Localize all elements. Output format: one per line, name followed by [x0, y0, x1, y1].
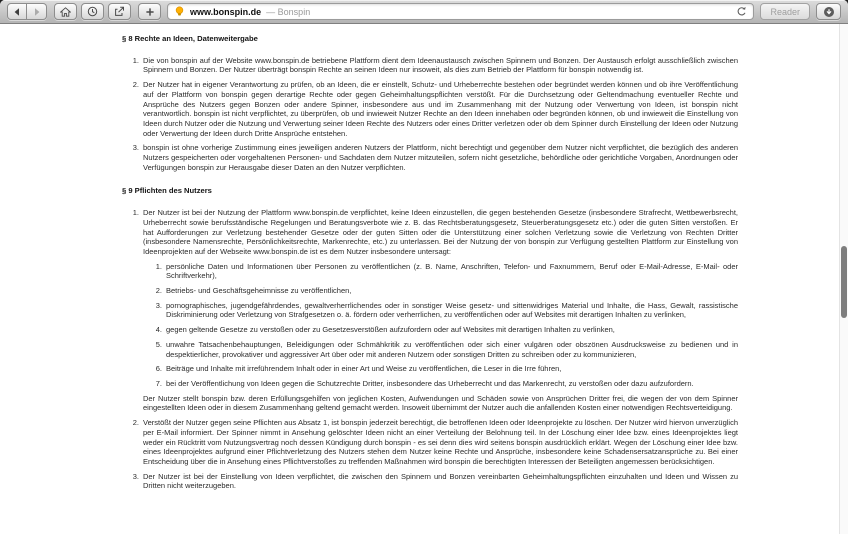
home-icon: [60, 7, 71, 17]
section-8-heading: § 8 Rechte an Ideen, Datenweitergabe: [122, 34, 258, 43]
list-item: 2. Der Nutzer hat in eigener Verantwortung zu prüfen, ob an Ideen, die er einstellt, Schutz- und Urheberrechte bestehen oder begründet werden können und ob ihre Veröffentlichung auf der Plattform von bonspin gegen derartige Rechte oder gegen Geheimhaltungspflichten verstößt. Für die Durchsetzung oder Geltendmachung eventueller Rechte und Ansprüche des Nutzers gegen Bonzen oder andere Spinner, insbesondere aus und im Zusammenhang mit der Nutzung oder Verwertung von Ideen, ist bonspin nicht verantwortlich. bonspin ist nicht verpflichtet, zu überprüfen, ob und inwieweit Nutzer Rechte an den Ideen innehaben oder begründen können, ob und inwieweit die Einstellung von Ideen durch Nutzer oder die Nutzung und Verwertung seiner Ideen Rechte des Nutzers oder eines Dritter verletzen oder ob dem Spinner durch Einstellung der Ideen oder Nutzung oder Verwertung der Ideen durch Dritte Ansprüche entstehen.: [132, 80, 738, 138]
page-viewport: [0, 24, 848, 534]
page-title-text: — Bonspin: [266, 6, 311, 17]
share-icon: [114, 6, 125, 17]
list-item: 3. pornographisches, jugendgefährdendes, gewaltverherrlichendes oder in sonstiger Weise gesetz- und sittenwidriges Material und Inhalte, die Hass, Gewalt, rassistische Diskriminierung oder Verletzung von Strafgesetzen o. ä. fördern oder verherrlichen, zu veröffentlichen oder auf Websites mit derartigen Inhalten zu verlinken,: [155, 300, 738, 320]
list-item: 3. Der Nutzer ist bei der Einstellung von Ideen verpflichtet, die zwischen den Spinnern und Bonzen vereinbarten Geheimhaltungspflichten einzuhalten und Ideen und Wissen zu Dritten nicht weiterzugeben.: [132, 471, 738, 491]
indemnity-paragraph: Der Nutzer stellt bonspin bzw. deren Erfüllungsgehilfen von jeglichen Kosten, Aufwendungen und Schäden sowie von Ansprüchen Dritter frei, die wegen der von dem Spinner eingestellten Ideen oder in diesem Zusammenhang geltend gemacht werden. Insoweit übernimmt der Nutzer auch die anfallenden Kosten einer notwendigen Rechtsverteidigung.: [143, 393, 738, 413]
list-item: 6. Beiträge und Inhalte mit irreführendem Inhalt oder in einer Art und Weise zu veröffentlichen, die Leser in die Irre führen,: [155, 364, 562, 374]
list-item: 7. bei der Veröffentlichung von Ideen gegen die Schutzrechte Dritter, insbesondere das Urheberrecht und das Markenrecht, zu verstoßen oder dazu aufzufordern.: [155, 378, 694, 388]
share-button[interactable]: [108, 3, 131, 20]
list-item: 2. Betriebs- und Geschäftsgeheimnisse zu veröffentlichen,: [155, 286, 352, 296]
history-button[interactable]: [81, 3, 104, 20]
reader-button[interactable]: Reader: [760, 3, 810, 20]
url-text: www.bonspin.de: [190, 6, 262, 17]
terms-document: [122, 24, 738, 491]
list-item: 2. Verstößt der Nutzer gegen seine Pflichten aus Absatz 1, ist bonspin jederzeit berechtigt, die betroffenen Ideen oder Ideenprojekte zu löschen. Der Nutzer wird hiervon unverzüglich per E-Mail informiert. Der Spinner nimmt in Ansehung gelöschter Ideen nicht an einer Verteilung der Belohnung teil. In der Löschung einer Idee bzw. eines Ideenprojektes liegt weder ein Rücktritt vom Nutzungsvertrag noch dessen Kündigung durch bonspin - es sei denn dies wird seitens bonspin ausdrücklich erklärt. Wegen der Löschung einer Idee bzw. eines Ideenprojektes aufgrund einer Pflichtverletzung des Nutzers stehen dem Nutzer keine Rechte und Ansprüche, insbesondere keine Schadensersatzansprüche zu. Bei einer Entscheidung über die in Ansehung eines Pflichtverstoßes zu treffenden Maßnahmen wird bonspin die berechtigten Interessen der Beteiligten angemessen berücksichtigen.: [132, 418, 738, 466]
download-circle-icon: [823, 6, 835, 18]
scrollbar-track[interactable]: [839, 24, 848, 534]
forward-button[interactable]: [27, 3, 47, 20]
back-arrow-icon: [12, 7, 22, 17]
section-9-heading: § 9 Pflichten des Nutzers: [122, 186, 212, 196]
list-item: 1. Der Nutzer ist bei der Nutzung der Plattform www.bonspin.de verpflichtet, keine Ideen einzustellen, die gegen bestehenden Gesetze (insbesondere Strafrecht, Wettbewerbsrecht, Urheberrecht sowie berufsständische Regelungen und Beratungsverbote wie z. B. das Rechtsberatungsgesetz, Steuerberatungsgesetz etc.) oder die guten Sitten verstoßen. Er hat Aufforderungen zur Verletzung bestehender Gesetze oder der guten Sitten oder die Unterstützung einer solchen Verletzung sowie die Verletzung von Rechten Dritter (insbesondere Namensrechte, Persönlichkeitsrechte, Markenrechte, etc.) zu unterlassen. Bei der Nutzung der von bonspin zur Verfügung gestellten Plattform zur Einstellung von Ideenprojekten auf der Webseite www.bonspin.de ist es dem Nutzer insbesondere untersagt:: [132, 208, 738, 256]
new-tab-button[interactable]: [138, 3, 161, 20]
clock-icon: [87, 6, 98, 17]
prohibited-actions-list: [145, 262, 738, 389]
site-favicon-lightbulb-icon: [174, 6, 185, 17]
list-item: 3. bonspin ist ohne vorherige Zustimmung eines jeweiligen anderen Nutzers der Plattform, nicht berechtigt und gegenüber dem Nutzer nicht verpflichtet, die bezüglich des anderen Nutzers gespeicherten oder vorgehaltenen Personen- und Sachdaten dem Nutzer mitzuteilen, sofern nicht gesetzliche, behördliche oder gerichtliche Vorgaben, Anordnungen oder Verfügungen bonspin zur Herausgabe dieser Daten an den Nutzer verpflichten.: [132, 143, 738, 172]
list-item: 1. Die von bonspin auf der Website www.bonspin.de betriebene Plattform dient dem Ideenaustausch zwischen Spinnern und Bonzen. Der Austausch erfolgt ausschließlich zwischen Spinnern und Bonzen. Der Nutzer überträgt bonspin Rechte an seinen Ideen nur insoweit, als dies zum Betrieb der Plattform für bonspin notwendig ist.: [132, 55, 738, 75]
list-item: 4. gegen geltende Gesetze zu verstoßen oder zu Gesetzesverstößen aufzufordern oder auf Websites mit derartigen Inhalten zu verlinken,: [155, 325, 615, 335]
browser-toolbar: [0, 0, 848, 24]
back-button[interactable]: [7, 3, 27, 20]
home-button[interactable]: [54, 3, 77, 20]
nav-button-group: [7, 3, 47, 20]
scrollbar-thumb[interactable]: [841, 246, 847, 318]
list-item: 5. unwahre Tatsachenbehauptungen, Beleidigungen oder Schmähkritik zu veröffentlichen oder sich einer vulgären oder obszönen Ausdrucksweise zu bedienen und in despektierlicher, provokativer und aggressiver Art über oder mit anderen Nutzern oder sonstigen Dritten zu schreiben oder zu kommunizieren,: [155, 339, 738, 359]
list-item: 1. persönliche Daten und Informationen über Personen zu veröffentlichen (z. B. Name, Anschriften, Telefon- und Faxnummern, Beruf oder E-Mail-Adresse, E-Mail- oder Schriftverkehr),: [155, 261, 738, 281]
downloads-button[interactable]: [816, 3, 841, 20]
forward-arrow-icon: [32, 7, 42, 17]
reload-icon[interactable]: [736, 6, 747, 17]
address-bar[interactable]: [167, 3, 754, 20]
plus-icon: [145, 7, 155, 17]
